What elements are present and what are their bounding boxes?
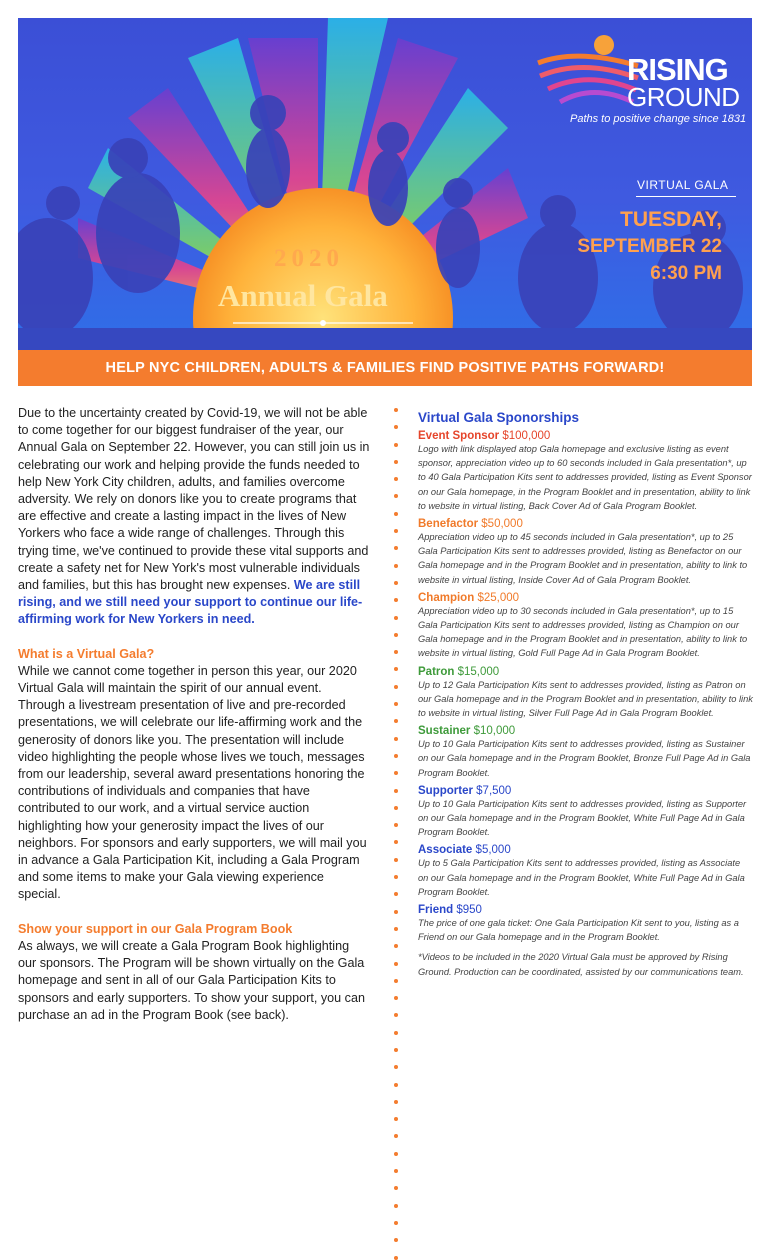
sponsorship-level-heading [418, 666, 753, 678]
logo-tagline: Paths to positive change since 1831 [570, 113, 747, 125]
section-heading-virtual-gala: What is a Virtual Gala? [18, 646, 155, 661]
sponsorship-level-description: Up to 5 Gala Participation Kits sent to addresses provided, listing as Associate on our Gala homepage and in the Program Booklet, White Full Page Ad in Gala Program Booklet. [418, 858, 745, 897]
sponsorship-level-name: Associate [418, 844, 473, 857]
sponsorship-level-description: The price of one gala ticket: One Gala Participation Kit sent to you, listing as a Friend on our Gala homepage and in the Program Booklet. [418, 918, 739, 943]
sponsorship-level-name: Event Sponsor [418, 430, 500, 442]
virtual-gala-paragraph: While we cannot come together in person this year, our 2020 Virtual Gala will maintain the spirit of our annual event. Through a livestream presentation of live and pre-recorded presentations, we will celebrate our life-affirming work and the generosity of donors like you. The presentation will include video highlighting the people whose lives we touch, messages from our leadership, several award presentations honoring the contributions of individuals and companies that have contributed to our work, and a virtual service auction highlighting how your generosity impact the lives of our neighbors. For sponsors and early supporters, we will mail you in advance a Gala Participation Kit, including a Gala Program and some items to make your Gala viewing experience special. [18, 663, 367, 902]
sponsorship-level-heading [418, 785, 753, 797]
sponsorship-level-name: Sustainer [418, 725, 471, 738]
headline-banner: HELP NYC CHILDREN, ADULTS & FAMILIES FIND POSITIVE PATHS FORWARD! [18, 350, 752, 386]
sponsorship-level-heading [418, 430, 753, 442]
sponsorship-level-amount: $15,000 [457, 665, 500, 678]
event-time: 6:30 PM [650, 263, 722, 284]
sponsorship-level-name: Champion [418, 591, 475, 604]
event-date-day: TUESDAY, [620, 208, 722, 231]
sponsorship-level-description: Appreciation video up to 45 seconds included in Gala presentation*, up to 25 Gala Participation Kits sent to addresses provided, listing as Benefactor on our Gala homepage and in the Program Booklet and in presentation, ability to link to website in virtual listing, Inside Cover Ad of Gala Program Booklet. [418, 532, 748, 585]
program-book-paragraph: As always, we will create a Gala Program Book highlighting our sponsors. The Program will be shown virtually on the Gala homepage and sent in all of our Gala Participation Kits to sponsors and early supporters. To show your support, you can purchase an ad in the Program Book (see back). [18, 938, 365, 1022]
sponsorship-level-name: Patron [418, 665, 455, 678]
hero-banner [18, 18, 752, 350]
sponsorship-level [418, 785, 753, 840]
sponsorship-level-amount: $50,000 [481, 518, 523, 531]
sponsorship-level [418, 518, 753, 587]
rising-ground-logo-icon [538, 35, 638, 102]
left-column [18, 405, 370, 1024]
sponsorship-level-name: Friend [418, 904, 454, 917]
sponsorship-level-name: Benefactor [418, 518, 479, 531]
sponsorship-level-name: Supporter [418, 784, 473, 797]
sponsorship-level-amount: $7,500 [476, 784, 512, 797]
sponsorship-level-amount: $5,000 [475, 844, 511, 857]
sponsorship-level-heading [418, 725, 753, 737]
sponsorship-level-description: Appreciation video up to 30 seconds included in Gala presentation*, up to 15 Gala Participation Kits sent to addresses provided, listing as Champion on our Gala homepage and in the Program Booklet and in presentation, ability to link to website in virtual listing, Gold Full Page Ad in Gala Program Booklet. [418, 605, 748, 659]
sponsorship-level-heading [418, 518, 753, 530]
sponsorship-level-heading [418, 904, 753, 916]
event-type-label: VIRTUAL GALA [637, 178, 729, 192]
sponsorship-title: Virtual Gala Sponorships [418, 410, 580, 425]
intro-callout: We are still rising, and we still need your support to continue our life-affirming work for New Yorkers in need. [18, 578, 363, 627]
intro-text: Due to the uncertainty created by Covid-19, we will not be able to come together for our biggest fundraiser of the year, our Annual Gala on September 22. However, you can still join us in celebrating our work and helping provide the funds needed to help New York City children, adults, and families overcome adversity. We rely on donors like you to create programs that are effective and create a lasting impact in the lives of New Yorkers who face a wide range of challenges. Through this trying time, we've continued to provide these vital supports and create a safety net for New York's most vulnerable individuals and families, but this has brought new expenses. [18, 406, 370, 593]
sponsorship-level [418, 844, 753, 899]
sponsorship-level [418, 592, 753, 661]
logo-word-ground: GROUND [627, 82, 740, 112]
event-date: SEPTEMBER 22 [577, 236, 722, 257]
sponsorship-level [418, 725, 753, 780]
section-heading-program-book: Show your support in our Gala Program Book [18, 921, 293, 936]
sponsorship-level [418, 904, 753, 944]
sponsorship-level-amount: $25,000 [477, 591, 520, 604]
intro-paragraph [18, 405, 370, 629]
column-divider [393, 408, 399, 1008]
sponsorship-level-heading [418, 592, 753, 604]
gala-year: 2020 [274, 245, 344, 272]
sponsorship-level-amount: $100,000 [502, 430, 551, 442]
sponsorship-level-description: Up to 10 Gala Participation Kits sent to addresses provided, listing as Sustainer on our Gala homepage and in the Program Booklet, Bronze Full Page Ad in Gala Program Booklet. [418, 739, 751, 778]
sponsorship-level-description: Up to 12 Gala Participation Kits sent to addresses provided, listing as Patron on our Gala homepage and in the Program Booklet and in presentation, ability to link to website in virtual listing, Silver Full Page Ad in Gala Program Booklet. [418, 679, 753, 719]
sponsorship-level [418, 666, 753, 721]
sponsorship-level-amount: $10,000 [473, 725, 516, 738]
sponsorship-level-description: Up to 10 Gala Participation Kits sent to addresses provided, listing as Supporter on our Gala homepage and in the Program Booklet, White Full Page Ad in Gala Program Booklet. [418, 798, 747, 838]
sponsorship-level-heading [418, 844, 753, 856]
sponsorship-level [418, 430, 753, 513]
event-type-underline [636, 196, 736, 197]
sponsorship-footnote: *Videos to be included in the 2020 Virtual Gala must be approved by Rising Ground. Production can be coordinated, assisted by our communications team. [418, 952, 744, 977]
sponsorship-level-amount: $950 [456, 904, 482, 917]
logo-word-rising: RISING [627, 52, 728, 87]
sponsorship-level-description: Logo with link displayed atop Gala homepage and exclusive listing as event sponsor, appreciation video up to 60 seconds included in Gala presentation*, up to 40 Gala Participation Kits sent to addresses provided, listing as Event Sponsor on our Gala homepage, in the Program Booklet and in presentation, ability to link to website in virtual listing, Back Cover Ad of Gala Program Booklet. [418, 444, 752, 511]
gala-title: Annual Gala [218, 278, 388, 313]
sponsorship-column [418, 410, 753, 979]
